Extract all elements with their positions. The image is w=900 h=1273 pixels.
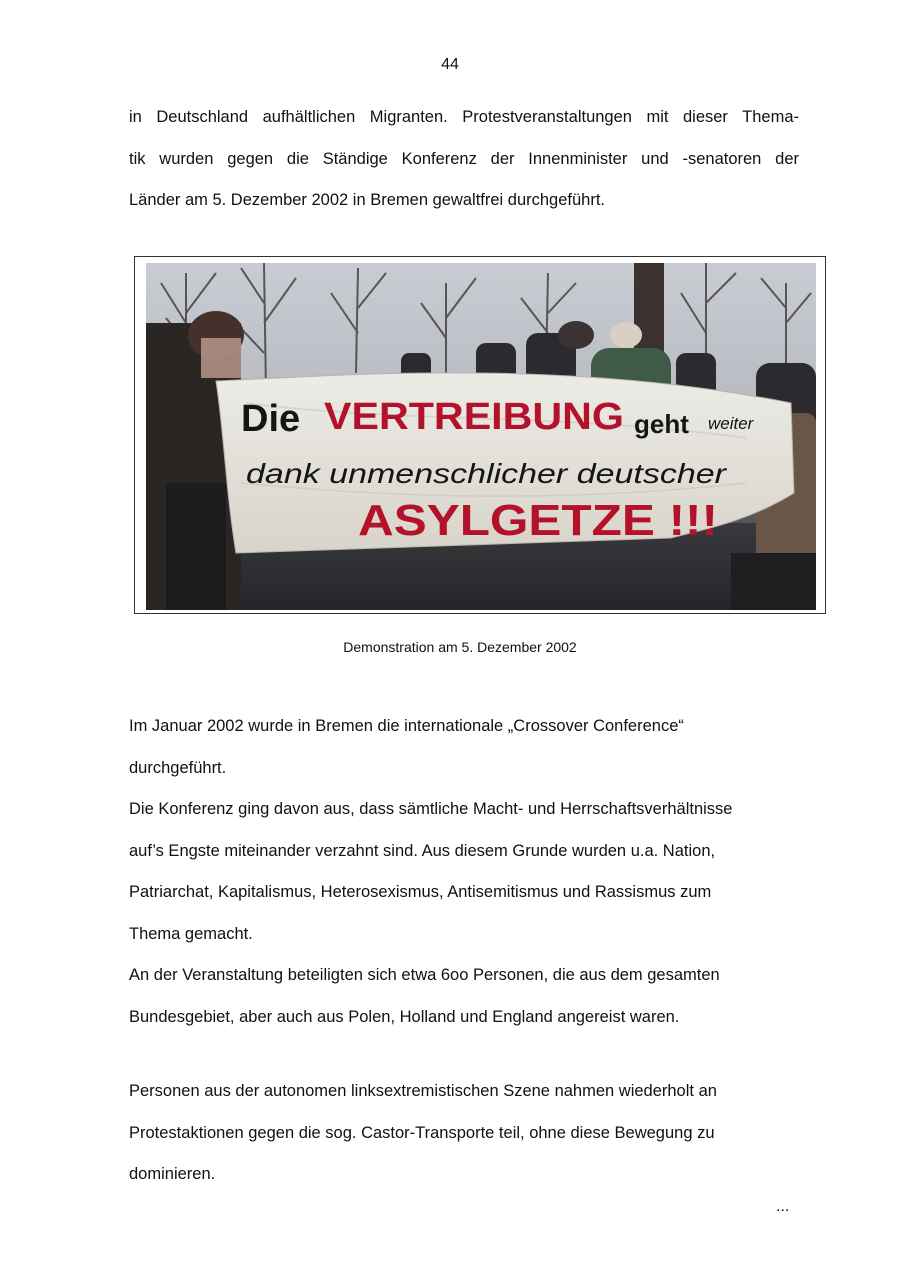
- text-line: Im Januar 2002 wurde in Bremen die internationale „Crossover Conference“: [129, 717, 684, 735]
- text-line: Länder am 5. Dezember 2002 in Bremen gewaltfrei durchgeführt.: [129, 191, 606, 209]
- text-line: Personen aus der autonomen linksextremistischen Szene nahmen wiederholt an: [129, 1082, 717, 1100]
- banner-word-vertreibung: VERTREIBUNG: [324, 396, 624, 438]
- text-line: auf’s Engste miteinander verzahnt sind. Aus diesem Grunde wurden u.a. Nation,: [129, 841, 716, 860]
- crossover-paragraph: [129, 716, 799, 1048]
- figure-frame: [134, 256, 826, 614]
- text-line: durchgeführt.: [129, 758, 227, 777]
- text-line: Bundesgebiet, aber auch aus Polen, Holland und England angereist waren.: [129, 1007, 680, 1026]
- castor-paragraph: [129, 1081, 799, 1206]
- text-line: Patriarchat, Kapitalismus, Heterosexismus, Antisemitismus und Rassismus zum: [129, 883, 712, 901]
- demonstration-photo: [146, 263, 816, 610]
- continuation-mark: ...: [776, 1198, 790, 1215]
- banner-line-3: ASYLGETZE !!!: [358, 496, 718, 545]
- text-line: Thema gemacht.: [129, 924, 253, 943]
- figure-caption: Demonstration am 5. Dezember 2002: [343, 639, 577, 655]
- banner-word-geht: geht: [634, 409, 689, 439]
- text-line: Protestaktionen gegen die sog. Castor-Transporte teil, ohne diese Bewegung zu: [129, 1123, 715, 1142]
- text-line: An der Veranstaltung beteiligten sich etwa 6oo Personen, die aus dem gesamten: [129, 966, 720, 984]
- banner-line-2: dank unmenschlicher deutscher: [246, 458, 729, 489]
- page-number: 44: [441, 56, 459, 73]
- text-line: tik wurden gegen die Ständige Konferenz der Innenminister und -senatoren der: [129, 149, 799, 168]
- banner-word-weiter: weiter: [708, 414, 754, 433]
- text-line: dominieren.: [129, 1165, 216, 1183]
- intro-paragraph: [129, 107, 799, 232]
- text-line: in Deutschland aufhältlichen Migranten. Protestveranstaltungen mit dieser Thema-: [129, 108, 799, 126]
- banner-word-die: Die: [241, 398, 301, 440]
- text-line: Die Konferenz ging davon aus, dass sämtliche Macht- und Herrschaftsverhältnisse: [129, 800, 733, 818]
- demonstration-photo-illustration: [146, 263, 816, 610]
